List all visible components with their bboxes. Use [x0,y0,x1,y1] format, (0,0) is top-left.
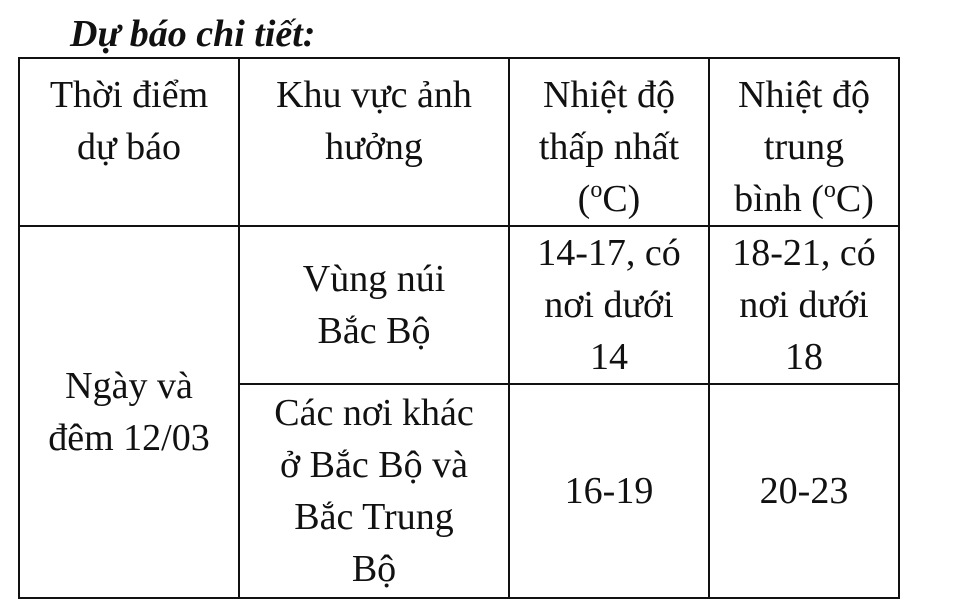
header-forecast-time-line2: dự báo [77,126,181,168]
header-min-temp-line2: thấp nhất [538,126,680,168]
cell-min-temp-line2: nơi dưới [544,284,674,326]
header-avg-temp-line1: Nhiệt độ [738,74,870,116]
header-avg-temp-unit-open: bình ( [734,178,824,220]
cell-area-line1: Vùng núi [302,258,446,300]
forecast-table [18,57,900,599]
cell-forecast-time [19,226,239,598]
cell-min-temp [509,384,709,598]
cell-forecast-time-line2: đêm 12/03 [48,417,210,459]
header-avg-temp-unit-close: C) [835,178,874,220]
cell-min-temp [509,226,709,384]
table-header-row [19,58,899,226]
cell-avg-temp [709,384,899,598]
cell-area-line2: Bắc Bộ [317,310,431,352]
header-min-temp-unit-open: ( [577,178,591,220]
cell-avg-temp-line2: nơi dưới [739,284,869,326]
header-affected-area [239,58,509,226]
header-min-temp-line1: Nhiệt độ [543,74,675,116]
cell-area-line4: Bộ [351,548,397,590]
cell-forecast-time-line1: Ngày và [65,365,193,407]
cell-area [239,384,509,598]
header-affected-area-line2: hưởng [325,126,423,168]
header-avg-temp-unit [714,173,894,225]
header-min-temp [509,58,709,226]
cell-min-temp-value: 16-19 [564,470,654,512]
header-min-temp-unit [514,173,704,225]
cell-min-temp-line1: 14-17, có [537,232,681,274]
cell-avg-temp [709,226,899,384]
header-forecast-time [19,58,239,226]
table-row [19,226,899,384]
cell-avg-temp-value: 20-23 [759,470,849,512]
header-avg-temp-line2: trung [763,126,845,168]
cell-area [239,226,509,384]
cell-area-line1: Các nơi khác [274,392,474,434]
degree-superscript: o [590,177,603,203]
degree-superscript: o [823,177,836,203]
cell-area-line2: ở Bắc Bộ và [280,444,468,486]
header-avg-temp [709,58,899,226]
cell-avg-temp-line3: 18 [785,336,823,378]
section-heading: Dự báo chi tiết: [70,13,316,55]
cell-min-temp-line3: 14 [590,336,628,378]
cell-avg-temp-line1: 18-21, có [732,232,876,274]
header-min-temp-unit-close: C) [602,178,641,220]
cell-area-line3: Bắc Trung [294,496,454,538]
header-forecast-time-line1: Thời điểm [49,74,209,116]
header-affected-area-line1: Khu vực ảnh [276,74,472,116]
